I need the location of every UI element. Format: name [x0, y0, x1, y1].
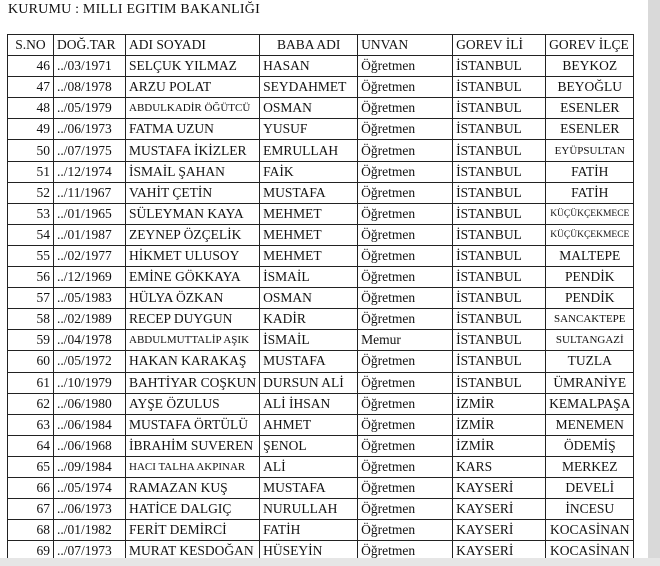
cell-name: AYŞE ÖZULUS: [126, 393, 260, 414]
table-row: [8, 267, 634, 288]
cell-district: MALTEPE: [546, 245, 634, 266]
table-row: [8, 477, 634, 498]
cell-father-name: MUSTAFA: [260, 351, 358, 372]
cell-province: İSTANBUL: [453, 77, 546, 98]
cell-province: İSTANBUL: [453, 140, 546, 161]
cell-province: İZMİR: [453, 393, 546, 414]
cell-father-name: OSMAN: [260, 98, 358, 119]
cell-district: KOCASİNAN: [546, 541, 634, 562]
cell-birthdate: ../12/1969: [54, 267, 126, 288]
cell-sno: 59: [8, 330, 54, 351]
cell-title: Öğretmen: [358, 224, 453, 245]
cell-title: Öğretmen: [358, 456, 453, 477]
cell-district: MERKEZ: [546, 456, 634, 477]
cell-province: İZMİR: [453, 435, 546, 456]
cell-province: İSTANBUL: [453, 267, 546, 288]
cell-sno: 46: [8, 56, 54, 77]
cell-sno: 63: [8, 414, 54, 435]
cell-province: KAYSERİ: [453, 477, 546, 498]
footer-bar: [0, 558, 660, 566]
cell-father-name: İSMAİL: [260, 330, 358, 351]
cell-birthdate: ../01/1965: [54, 203, 126, 224]
cell-title: Öğretmen: [358, 372, 453, 393]
cell-name: ABDULMUTTALİP AŞIK: [126, 330, 260, 351]
cell-name: EMİNE GÖKKAYA: [126, 267, 260, 288]
cell-province: İSTANBUL: [453, 330, 546, 351]
table-row: [8, 499, 634, 520]
cell-name: ABDULKADİR ÖĞÜTCÜ: [126, 98, 260, 119]
cell-birthdate: ../07/1973: [54, 541, 126, 562]
cell-province: İSTANBUL: [453, 56, 546, 77]
page-edge: [648, 0, 660, 566]
cell-father-name: SEYDAHMET: [260, 77, 358, 98]
cell-sno: 47: [8, 77, 54, 98]
cell-province: İSTANBUL: [453, 119, 546, 140]
table-row: [8, 372, 634, 393]
cell-birthdate: ../01/1982: [54, 520, 126, 541]
column-header-sno: S.NO: [8, 35, 54, 56]
cell-sno: 48: [8, 98, 54, 119]
cell-name: MUSTAFA ÖRTÜLÜ: [126, 414, 260, 435]
cell-sno: 57: [8, 288, 54, 309]
cell-title: Öğretmen: [358, 161, 453, 182]
table-row: [8, 77, 634, 98]
cell-father-name: ALİ İHSAN: [260, 393, 358, 414]
cell-district: DEVELİ: [546, 477, 634, 498]
cell-father-name: ŞENOL: [260, 435, 358, 456]
cell-father-name: MEHMET: [260, 203, 358, 224]
table-row: [8, 435, 634, 456]
cell-district: SANCAKTEPE: [546, 309, 634, 330]
cell-name: SÜLEYMAN KAYA: [126, 203, 260, 224]
cell-title: Öğretmen: [358, 182, 453, 203]
cell-district: KOCASİNAN: [546, 520, 634, 541]
cell-sno: 56: [8, 267, 54, 288]
cell-district: FATİH: [546, 182, 634, 203]
cell-birthdate: ../10/1979: [54, 372, 126, 393]
cell-title: Öğretmen: [358, 477, 453, 498]
cell-district: MENEMEN: [546, 414, 634, 435]
cell-name: HACI TALHA AKPINAR: [126, 456, 260, 477]
table-row: [8, 309, 634, 330]
table-row: [8, 288, 634, 309]
table-row: [8, 140, 634, 161]
cell-district: İNCESU: [546, 499, 634, 520]
table-row: [8, 224, 634, 245]
cell-title: Memur: [358, 330, 453, 351]
column-header-birthdate: DOĞ.TAR: [54, 35, 126, 56]
table-row: [8, 351, 634, 372]
cell-sno: 66: [8, 477, 54, 498]
table-row: [8, 56, 634, 77]
cell-province: İSTANBUL: [453, 98, 546, 119]
column-header-name: ADI SOYADI: [126, 35, 260, 56]
cell-province: KAYSERİ: [453, 499, 546, 520]
cell-province: İSTANBUL: [453, 372, 546, 393]
cell-sno: 61: [8, 372, 54, 393]
cell-birthdate: ../05/1974: [54, 477, 126, 498]
cell-province: İSTANBUL: [453, 224, 546, 245]
cell-province: İSTANBUL: [453, 182, 546, 203]
cell-sno: 55: [8, 245, 54, 266]
cell-birthdate: ../11/1967: [54, 182, 126, 203]
cell-province: İSTANBUL: [453, 203, 546, 224]
cell-sno: 54: [8, 224, 54, 245]
cell-name: İBRAHİM SUVEREN: [126, 435, 260, 456]
column-header-district: GOREV İLÇE: [546, 35, 634, 56]
cell-name: HATİCE DALGIÇ: [126, 499, 260, 520]
cell-name: SELÇUK YILMAZ: [126, 56, 260, 77]
cell-district: TUZLA: [546, 351, 634, 372]
cell-father-name: AHMET: [260, 414, 358, 435]
cell-name: BAHTİYAR COŞKUN: [126, 372, 260, 393]
column-header-father-name: BABA ADI: [260, 35, 358, 56]
cell-name: FERİT DEMİRCİ: [126, 520, 260, 541]
table-row: [8, 456, 634, 477]
cell-province: KAYSERİ: [453, 541, 546, 562]
cell-province: İSTANBUL: [453, 351, 546, 372]
cell-father-name: FATİH: [260, 520, 358, 541]
table-row: [8, 161, 634, 182]
cell-title: Öğretmen: [358, 393, 453, 414]
cell-title: Öğretmen: [358, 309, 453, 330]
cell-title: Öğretmen: [358, 245, 453, 266]
cell-title: Öğretmen: [358, 288, 453, 309]
cell-title: Öğretmen: [358, 77, 453, 98]
table-row: [8, 330, 634, 351]
column-header-province: GOREV İLİ: [453, 35, 546, 56]
cell-title: Öğretmen: [358, 203, 453, 224]
cell-district: ÜMRANİYE: [546, 372, 634, 393]
cell-father-name: İSMAİL: [260, 267, 358, 288]
cell-birthdate: ../06/1968: [54, 435, 126, 456]
cell-district: SULTANGAZİ: [546, 330, 634, 351]
cell-title: Öğretmen: [358, 267, 453, 288]
page-title: KURUMU : MILLI EGITIM BAKANLIĞI: [8, 2, 260, 17]
cell-sno: 62: [8, 393, 54, 414]
cell-district: KÜÇÜKÇEKMECE: [546, 224, 634, 245]
cell-birthdate: ../06/1984: [54, 414, 126, 435]
cell-district: PENDİK: [546, 267, 634, 288]
table-row: [8, 203, 634, 224]
cell-father-name: KADİR: [260, 309, 358, 330]
cell-name: HİKMET ULUSOY: [126, 245, 260, 266]
cell-district: BEYKOZ: [546, 56, 634, 77]
cell-sno: 58: [8, 309, 54, 330]
cell-birthdate: ../05/1979: [54, 98, 126, 119]
cell-father-name: MUSTAFA: [260, 477, 358, 498]
cell-province: İSTANBUL: [453, 245, 546, 266]
cell-father-name: ALİ: [260, 456, 358, 477]
cell-sno: 53: [8, 203, 54, 224]
cell-name: MUSTAFA İKİZLER: [126, 140, 260, 161]
table-row: [8, 393, 634, 414]
cell-province: İSTANBUL: [453, 288, 546, 309]
cell-district: BEYOĞLU: [546, 77, 634, 98]
cell-district: KÜÇÜKÇEKMECE: [546, 203, 634, 224]
table-row: [8, 119, 634, 140]
cell-birthdate: ../07/1975: [54, 140, 126, 161]
cell-title: Öğretmen: [358, 98, 453, 119]
cell-province: İZMİR: [453, 414, 546, 435]
table-row: [8, 245, 634, 266]
cell-name: FATMA UZUN: [126, 119, 260, 140]
cell-district: ÖDEMİŞ: [546, 435, 634, 456]
cell-title: Öğretmen: [358, 541, 453, 562]
cell-sno: 64: [8, 435, 54, 456]
cell-birthdate: ../05/1983: [54, 288, 126, 309]
cell-province: İSTANBUL: [453, 161, 546, 182]
cell-birthdate: ../03/1971: [54, 56, 126, 77]
cell-birthdate: ../06/1973: [54, 119, 126, 140]
cell-sno: 49: [8, 119, 54, 140]
cell-province: İSTANBUL: [453, 309, 546, 330]
table-header-row: [8, 35, 634, 56]
cell-province: KARS: [453, 456, 546, 477]
cell-father-name: HÜSEYİN: [260, 541, 358, 562]
cell-father-name: HASAN: [260, 56, 358, 77]
cell-birthdate: ../04/1978: [54, 330, 126, 351]
cell-birthdate: ../06/1973: [54, 499, 126, 520]
cell-father-name: NURULLAH: [260, 499, 358, 520]
cell-sno: 68: [8, 520, 54, 541]
cell-birthdate: ../02/1989: [54, 309, 126, 330]
cell-father-name: EMRULLAH: [260, 140, 358, 161]
cell-birthdate: ../09/1984: [54, 456, 126, 477]
cell-name: İSMAİL ŞAHAN: [126, 161, 260, 182]
cell-district: EYÜPSULTAN: [546, 140, 634, 161]
cell-father-name: YUSUF: [260, 119, 358, 140]
cell-sno: 52: [8, 182, 54, 203]
cell-birthdate: ../06/1980: [54, 393, 126, 414]
cell-name: HÜLYA ÖZKAN: [126, 288, 260, 309]
cell-name: ZEYNEP ÖZÇELİK: [126, 224, 260, 245]
cell-sno: 65: [8, 456, 54, 477]
cell-title: Öğretmen: [358, 119, 453, 140]
cell-name: ARZU POLAT: [126, 77, 260, 98]
cell-sno: 50: [8, 140, 54, 161]
cell-title: Öğretmen: [358, 414, 453, 435]
cell-name: RECEP DUYGUN: [126, 309, 260, 330]
cell-father-name: MEHMET: [260, 245, 358, 266]
cell-province: KAYSERİ: [453, 520, 546, 541]
cell-district: KEMALPAŞA: [546, 393, 634, 414]
table-row: [8, 98, 634, 119]
column-header-title: UNVAN: [358, 35, 453, 56]
cell-birthdate: ../01/1987: [54, 224, 126, 245]
cell-title: Öğretmen: [358, 499, 453, 520]
cell-title: Öğretmen: [358, 140, 453, 161]
cell-title: Öğretmen: [358, 351, 453, 372]
cell-name: VAHİT ÇETİN: [126, 182, 260, 203]
table-row: [8, 520, 634, 541]
cell-birthdate: ../12/1974: [54, 161, 126, 182]
table-row: [8, 414, 634, 435]
cell-father-name: OSMAN: [260, 288, 358, 309]
personnel-table: [7, 34, 634, 562]
cell-sno: 60: [8, 351, 54, 372]
cell-birthdate: ../08/1978: [54, 77, 126, 98]
cell-district: PENDİK: [546, 288, 634, 309]
cell-title: Öğretmen: [358, 56, 453, 77]
cell-sno: 69: [8, 541, 54, 562]
cell-sno: 67: [8, 499, 54, 520]
cell-birthdate: ../02/1977: [54, 245, 126, 266]
cell-district: ESENLER: [546, 119, 634, 140]
table-row: [8, 182, 634, 203]
cell-name: HAKAN KARAKAŞ: [126, 351, 260, 372]
cell-title: Öğretmen: [358, 520, 453, 541]
cell-district: ESENLER: [546, 98, 634, 119]
cell-father-name: MUSTAFA: [260, 182, 358, 203]
cell-name: RAMAZAN KUŞ: [126, 477, 260, 498]
cell-district: FATİH: [546, 161, 634, 182]
cell-father-name: MEHMET: [260, 224, 358, 245]
cell-father-name: FAİK: [260, 161, 358, 182]
cell-birthdate: ../05/1972: [54, 351, 126, 372]
cell-name: MURAT KESDOĞAN: [126, 541, 260, 562]
cell-title: Öğretmen: [358, 435, 453, 456]
cell-sno: 51: [8, 161, 54, 182]
cell-father-name: DURSUN ALİ: [260, 372, 358, 393]
